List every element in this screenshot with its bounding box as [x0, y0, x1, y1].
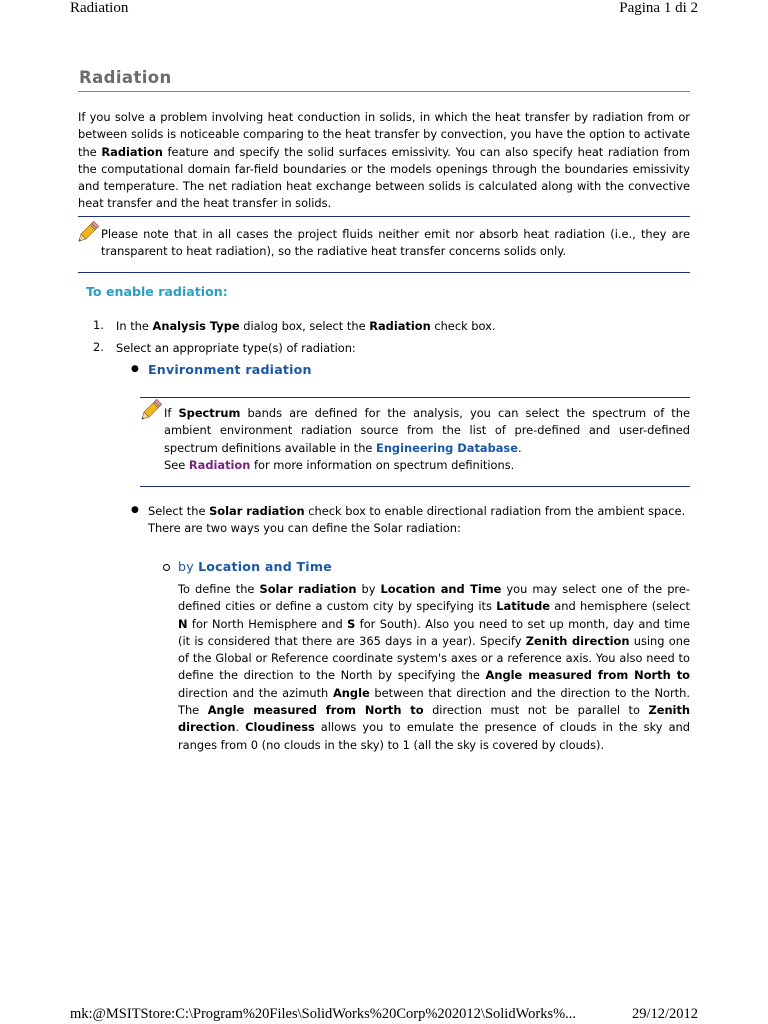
- intro-paragraph: If you solve a problem involving heat conduction in solids, in which the heat transfer by radiation from or between solids is noticeable comparing to the heat transfer by convection, you have the option to activate the Radiation feature and specify the solid surfaces emissivity. You can also specify heat radiation from the computational domain far-field boundaries or the models openings through the boundaries emissivity and temperature. The net radiation heat exchange between solids is calculated along with the convective heat transfer and the heat transfer in solids.: [78, 110, 690, 211]
- location-paragraph: To define the Solar radiation by Location and Time you may select one of the pre-defined cities or define a custom city by specifying its Latitude and hemisphere (select N for North Hemisphere and S for South). Also you need to set up month, day and time (it is considered that there are 365 days in a year). Specify Zenith direction using one of the Global or Reference coordinate system's axes or a reference axis. You also need to define the direction to the North by specifying the Angle measured from North to direction and the azimuth Angle between that direction and the direction to the North. The Angle measured from North to direction must not be parallel to Zenith direction. Cloudiness allows you to emulate the presence of clouds in the sky and ranges from 0 (no clouds in the sky) to 1 (all the sky is covered by clouds).: [178, 582, 691, 752]
- radiation-link[interactable]: Radiation: [188, 457, 251, 472]
- step-2-text: Select an appropriate type(s) of radiation:: [116, 341, 356, 355]
- environment-radiation-link[interactable]: Environment radiation: [148, 362, 312, 377]
- page-title: Radiation: [79, 68, 172, 87]
- note-fluids: Please note that in all cases the project fluids neither emit nor absorb heat radiation (i.e., they are transparent to heat radiation), so the radiative heat transfer concerns solids only.: [101, 227, 690, 259]
- location-and-time-link[interactable]: Location and Time: [198, 559, 332, 574]
- note-top-rule: [78, 216, 690, 217]
- engineering-database-link[interactable]: Engineering Database: [376, 440, 518, 455]
- note-top-rule: [140, 397, 690, 398]
- title-underline: [78, 91, 690, 92]
- footer-url: mk:@MSITStore:C:\Program%20Files\SolidWorks%20Corp%202012\SolidWorks%...: [70, 1006, 577, 1022]
- pencil-icon: [75, 221, 99, 245]
- footer-date: 29/12/2012: [631, 1006, 698, 1022]
- solar-radiation-text: Select the Solar radiation check box to enable directional radiation from the ambient space. There are two ways you can define the Solar radiation:: [148, 504, 686, 536]
- step-number: 2.: [93, 340, 104, 354]
- step-1-text: In the Analysis Type dialog box, select the Radiation check box.: [116, 319, 496, 333]
- note-bottom-rule: [140, 486, 690, 487]
- location-and-time-heading: by Location and Time: [178, 559, 332, 574]
- section-heading: To enable radiation:: [86, 284, 228, 299]
- running-header-title: Radiation: [70, 0, 129, 16]
- step-number: 1.: [93, 318, 104, 332]
- bullet: ●: [131, 505, 139, 515]
- note-bottom-rule: [78, 272, 690, 273]
- pencil-icon: [138, 399, 162, 423]
- page-number: Pagina 1 di 2: [619, 0, 698, 16]
- bullet: ●: [131, 364, 139, 374]
- circle-bullet: [163, 564, 170, 571]
- note-spectrum: If Spectrum bands are defined for the analysis, you can select the spectrum of the ambient environment radiation source from the list of pre-defined and user-defined spectrum definitions available in the Engineering Database. See Radiation for more information on spectrum definitions.: [164, 406, 690, 472]
